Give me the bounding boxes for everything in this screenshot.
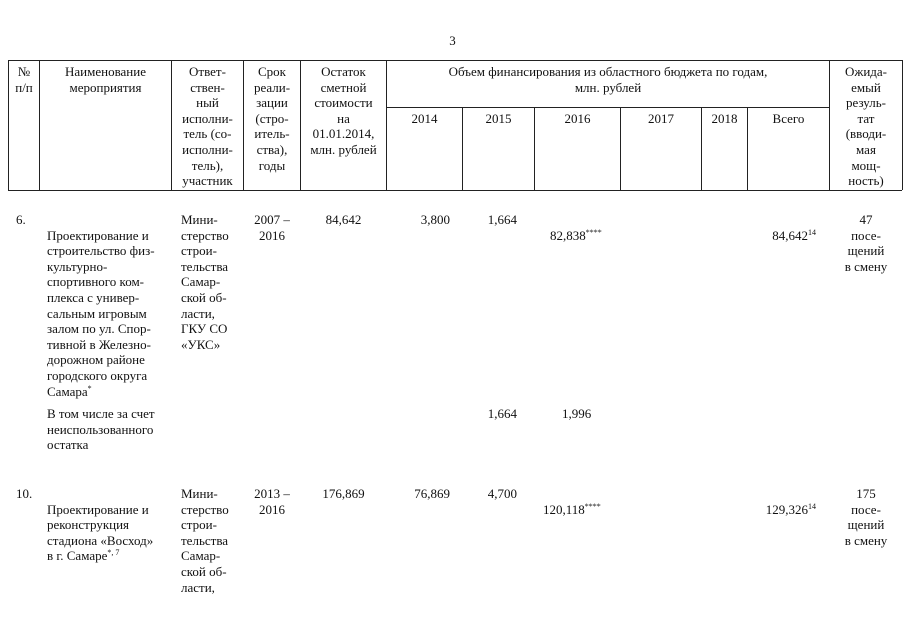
- row-name: В том числе за счет неиспользованного остатка: [47, 406, 155, 453]
- header-year-2014: 2014: [411, 111, 438, 126]
- row-2016-value: 120,118: [543, 501, 585, 517]
- header-year-2016: 2016: [564, 111, 591, 126]
- row-total: [748, 212, 816, 243]
- row-2015: 1,664: [487, 212, 517, 227]
- table-top-border: [8, 60, 902, 61]
- row-term: 2013 – 2016: [254, 486, 290, 517]
- row-2015: 1,664: [487, 406, 517, 421]
- row-total-value: 84,642: [772, 227, 808, 243]
- row-2016-footnote: ****: [585, 227, 602, 237]
- row-expected-result: 47 посе- щений в смену: [844, 212, 888, 274]
- row-2014: 3,800: [420, 212, 450, 227]
- row-2016: [543, 486, 620, 517]
- header-name: Наименование мероприятия: [65, 64, 146, 95]
- row-total-footnote: 14: [808, 501, 816, 511]
- row-total-value: 129,326: [765, 501, 808, 517]
- header-total: Всего: [772, 111, 805, 126]
- row-name: [47, 212, 171, 399]
- row-2016: [550, 212, 620, 243]
- row-name-text: Проектирование и реконструкция стадиона «Восход» в г. Самаре: [47, 501, 154, 564]
- row-executor: Мини- стерство строи- тельства Самар- ской об- ласти,: [181, 486, 229, 595]
- header-bottom-border: [8, 190, 902, 191]
- row-number: 10.: [16, 486, 33, 501]
- row-name-footnote: *, 7: [107, 548, 120, 558]
- funding-header-divider: [386, 107, 829, 108]
- row-remaining-cost: 84,642: [325, 212, 362, 227]
- row-name: [47, 486, 171, 564]
- header-year-2018: 2018: [711, 111, 738, 126]
- header-year-2017: 2017: [648, 111, 674, 126]
- header-expected-result: Ожида- емый резуль- тат (вводи- мая мощ- ность): [844, 64, 888, 189]
- row-2016: 1,996: [562, 406, 592, 421]
- row-name-footnote: *: [87, 383, 92, 393]
- row-2016-value: 82,838: [550, 227, 586, 243]
- row-2015: 4,700: [487, 486, 517, 501]
- row-2016-footnote: ****: [584, 501, 601, 511]
- row-name-text: Проектирование и строительство физ- культурно- спортивного ком- плекса с универ- сальным игровым залом по ул. Спор- тивной в Железно- дорожном районе городского округа Самара: [47, 227, 155, 399]
- row-number: 6.: [16, 212, 26, 227]
- row-term: 2007 – 2016: [254, 212, 290, 243]
- row-remaining-cost: 176,869: [322, 486, 365, 501]
- col-border-12: [902, 60, 903, 190]
- header-remaining-cost: Остаток сметной стоимости на 01.01.2014, млн. рублей: [310, 64, 377, 157]
- header-funding: Объем финансирования из областного бюджета по годам, млн. рублей: [448, 64, 768, 95]
- row-total-footnote: 14: [808, 227, 816, 237]
- header-term: Срок реали- зации (стро- итель- ства), годы: [253, 64, 291, 173]
- header-executor: Ответ- ствен- ный исполни- тель (со- исполни- тель), участник: [182, 64, 233, 189]
- header-year-2015: 2015: [485, 111, 512, 126]
- row-expected-result: 175 посе- щений в смену: [844, 486, 888, 548]
- row-executor: Мини- стерство строи- тельства Самар- ской об- ласти, ГКУ СО «УКС»: [181, 212, 229, 352]
- header-num: № п/п: [15, 64, 33, 95]
- page-number: 3: [449, 33, 456, 48]
- row-2014: 76,869: [414, 486, 450, 501]
- row-total: [748, 486, 816, 517]
